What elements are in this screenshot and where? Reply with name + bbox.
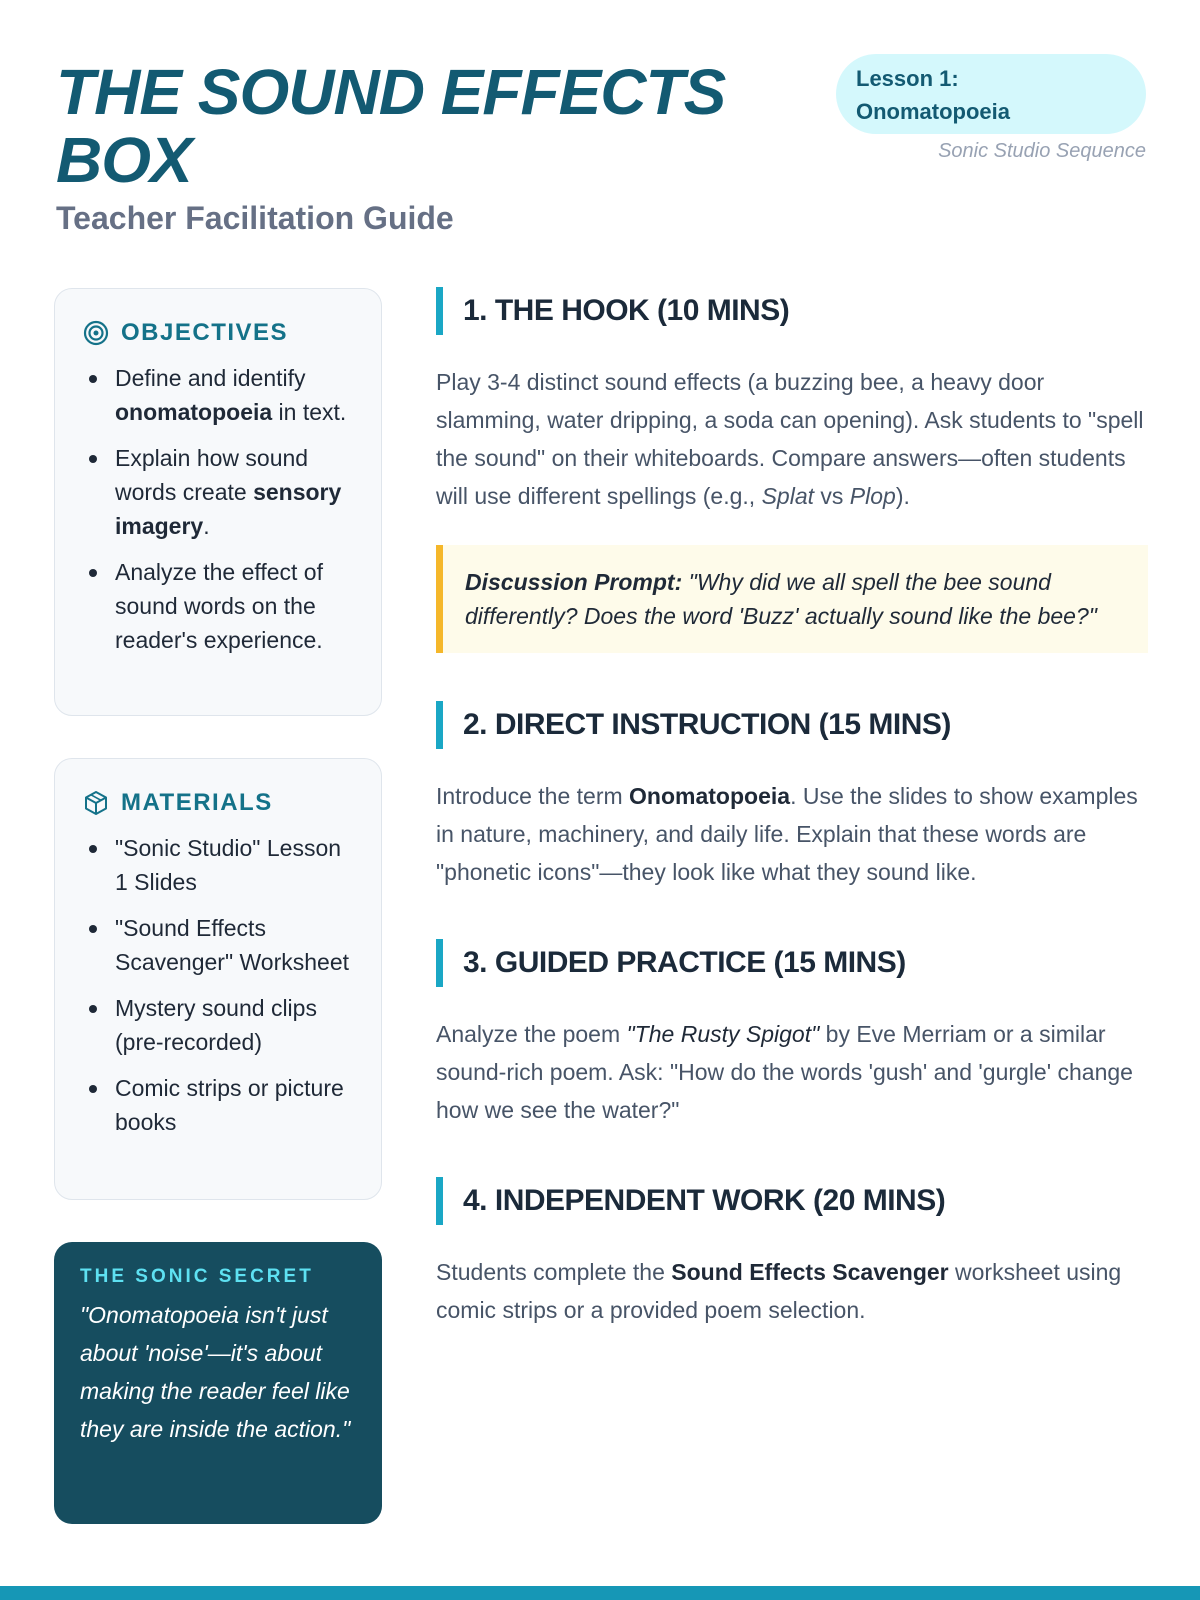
objectives-card bbox=[54, 288, 382, 716]
section-independent-work bbox=[436, 1177, 1148, 1329]
page-title: THE SOUND EFFECTS BOX bbox=[56, 56, 726, 196]
sonic-secret-card bbox=[54, 1242, 382, 1524]
section-hook bbox=[436, 287, 1148, 653]
header bbox=[56, 58, 1146, 237]
section-accent-bar bbox=[436, 939, 443, 987]
section-title: 1. THE HOOK (10 MINS) bbox=[463, 294, 790, 327]
section-guided-practice bbox=[436, 939, 1148, 1129]
section-accent-bar bbox=[436, 287, 443, 335]
prompt-text: "Why did we all spell the bee sound differently? Does the word 'Buzz' actually sound like the bee?" bbox=[465, 569, 1097, 629]
objective-item: Explain how sound words create sensory imagery. bbox=[83, 441, 355, 543]
section-title: 4. INDEPENDENT WORK (20 MINS) bbox=[463, 1184, 946, 1217]
section-body: Introduce the term Onomatopoeia. Use the slides to show examples in nature, machinery, and daily life. Explain that these words are "phonetic icons"—they look like what they sound like. bbox=[436, 783, 1138, 885]
section-accent-bar bbox=[436, 701, 443, 749]
section-body: Play 3-4 distinct sound effects (a buzzing bee, a heavy door slamming, water dripping, a soda can opening). Ask students to "spell the sound" on their whiteboards. Compare answers—often students will use different spellings (e.g., Splat vs Plop). bbox=[436, 369, 1144, 509]
prompt-label: Discussion Prompt: bbox=[465, 569, 683, 595]
material-item: Mystery sound clips (pre-recorded) bbox=[83, 991, 355, 1059]
objective-item: Define and identify onomatopoeia in text. bbox=[83, 361, 355, 429]
lesson-number: Lesson 1: bbox=[856, 66, 959, 91]
secret-quote: "Onomatopoeia isn't just about 'noise'—it's about making the reader feel like they are inside the action." bbox=[80, 1302, 351, 1442]
target-icon bbox=[83, 320, 109, 346]
section-direct-instruction bbox=[436, 701, 1148, 891]
series-label: Sonic Studio Sequence bbox=[938, 140, 1146, 162]
lesson-sections bbox=[436, 287, 1148, 1377]
section-title: 3. GUIDED PRACTICE (15 MINS) bbox=[463, 946, 906, 979]
section-body: Students complete the Sound Effects Scavenger worksheet using comic strips or a provided poem selection. bbox=[436, 1259, 1122, 1323]
materials-card bbox=[54, 758, 382, 1200]
secret-title: THE SONIC SECRET bbox=[80, 1266, 314, 1287]
discussion-prompt bbox=[436, 545, 1148, 653]
lesson-badge bbox=[836, 54, 1146, 134]
section-title: 2. DIRECT INSTRUCTION (15 MINS) bbox=[463, 708, 951, 741]
objectives-title: OBJECTIVES bbox=[121, 319, 289, 346]
material-item: "Sonic Studio" Lesson 1 Slides bbox=[83, 831, 355, 899]
box-icon bbox=[83, 790, 109, 816]
materials-title: MATERIALS bbox=[121, 789, 273, 816]
page-subtitle: Teacher Facilitation Guide bbox=[56, 200, 454, 236]
material-item: "Sound Effects Scavenger" Worksheet bbox=[83, 911, 355, 979]
section-accent-bar bbox=[436, 1177, 443, 1225]
material-item: Comic strips or picture books bbox=[83, 1071, 355, 1139]
footer-bar bbox=[0, 1586, 1200, 1600]
objective-item: Analyze the effect of sound words on the reader's experience. bbox=[83, 555, 355, 657]
section-body: Analyze the poem "The Rusty Spigot" by Eve Merriam or a similar sound-rich poem. Ask: "How do the words 'gush' and 'gurgle' change how we see the water?" bbox=[436, 1021, 1133, 1123]
lesson-topic: Onomatopoeia bbox=[856, 99, 1011, 124]
